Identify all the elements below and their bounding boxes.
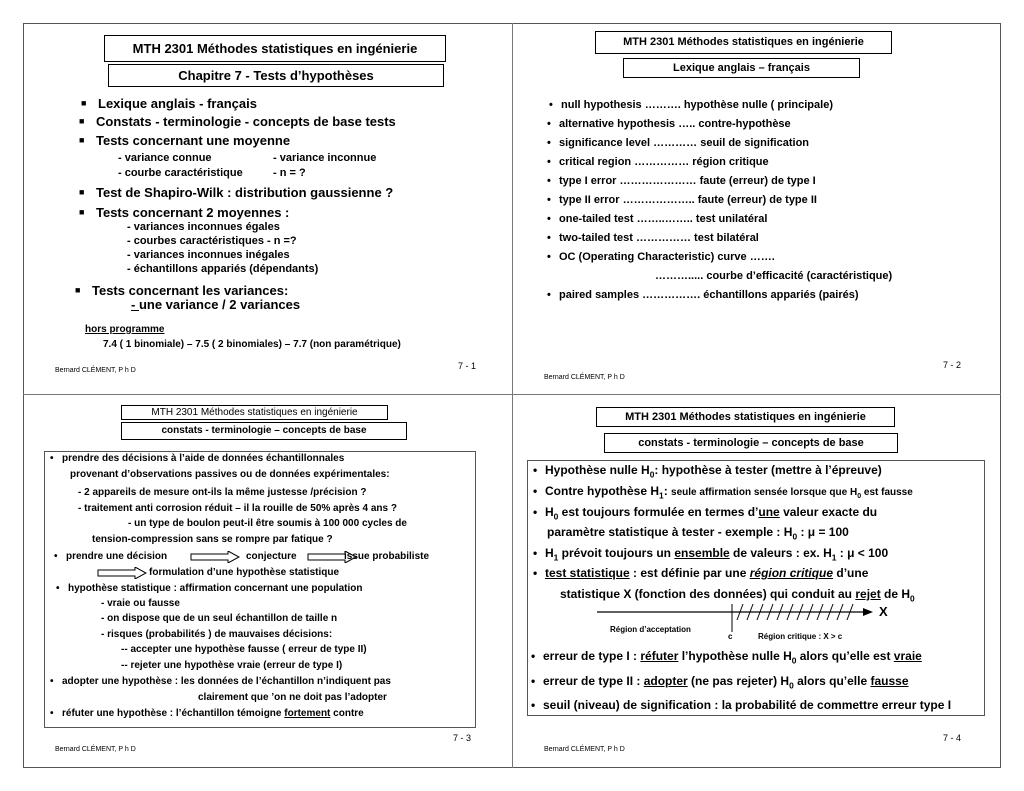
text: : hypothèse à tester (mettre à l’épreuve) bbox=[654, 463, 882, 477]
slide4-line-7 bbox=[560, 587, 915, 603]
slide3-line: - traitement anti corrosion réduit – il la rouille de 50% après 4 ans ? bbox=[78, 503, 397, 514]
text: l’hypothèse nulle H bbox=[678, 649, 792, 663]
slide2-item: • null hypothesis ………. hypothèse nulle ( principale) bbox=[561, 99, 833, 111]
arrow-icon bbox=[190, 551, 240, 563]
variances-dash: - bbox=[131, 297, 139, 312]
slide3-refute-end: contre bbox=[333, 708, 364, 719]
slide2-item: • alternative hypothesis ….. contre-hypothèse bbox=[559, 118, 791, 130]
slide3-line: • adopter une hypothèse : les données de l’échantillon n’indiquent pas bbox=[62, 676, 391, 687]
slide2-item: • OC (Operating Characteristic) curve ……. bbox=[559, 251, 775, 263]
slide1-item: ■ Lexique anglais - français bbox=[98, 96, 257, 111]
subscript: 0 bbox=[649, 469, 655, 480]
text: Hypothèse nulle H bbox=[545, 463, 650, 477]
slide4-line-5 bbox=[545, 546, 888, 562]
slide3-author: Bernard CLÉMENT, P h D bbox=[55, 746, 136, 753]
subscript: 1 bbox=[831, 552, 837, 563]
text: Contre hypothèse H bbox=[545, 484, 660, 498]
slide3-line: - on dispose que de un seul échantillon de taille n bbox=[101, 613, 338, 624]
slide3-refute-underlined: fortement bbox=[284, 708, 331, 719]
slide1-item: ■ Tests concernant une moyenne bbox=[96, 133, 290, 148]
slide4-line-3 bbox=[545, 505, 877, 521]
slide1-subitem: - variances inconnues égales bbox=[127, 221, 280, 233]
text: statistique X (fonction des données) qui conduit au bbox=[560, 587, 856, 601]
vertical-divider bbox=[512, 23, 513, 768]
slide3-subtitle: constats - terminologie – concepts de base bbox=[121, 422, 407, 440]
slide3-line bbox=[62, 708, 364, 719]
slide2-page-number: 7 - 2 bbox=[943, 360, 962, 370]
text: : μ = 100 bbox=[797, 525, 849, 539]
subscript: 0 bbox=[789, 680, 794, 691]
text bbox=[671, 487, 913, 498]
arrow-icon bbox=[97, 567, 147, 579]
underlined-text: rejet bbox=[855, 587, 881, 601]
text: : est définie par une bbox=[629, 566, 750, 580]
critical-value-label: c bbox=[728, 632, 733, 641]
slide4-course-title: MTH 2301 Méthodes statistiques en ingénierie bbox=[596, 407, 895, 427]
slide1-page-number: 7 - 1 bbox=[458, 361, 477, 371]
slide1-chapter-title: Chapitre 7 - Tests d’hypothèses bbox=[108, 64, 444, 87]
slide2-item: • type II error ……………….. faute (erreur) de type II bbox=[559, 194, 817, 206]
slide3-line: - un type de boulon peut-il être soumis à 100 000 cycles de bbox=[128, 518, 407, 529]
slide3-line: • prendre des décisions à l’aide de données échantillonnales bbox=[62, 453, 344, 464]
slide3-course-title: MTH 2301 Méthodes statistiques en ingénierie bbox=[121, 405, 388, 420]
slide4-line-6 bbox=[545, 566, 868, 580]
slide2-item: • two-tailed test …………… test bilatéral bbox=[559, 232, 759, 244]
slide2-author: Bernard CLÉMENT, P h D bbox=[544, 374, 625, 381]
slide2-subtitle: Lexique anglais – français bbox=[623, 58, 860, 78]
text: H bbox=[545, 505, 554, 519]
slide3-line: tension-compression sans se rompre par fatique ? bbox=[92, 534, 333, 545]
slide3-line: provenant d’observations passives ou de données expérimentales: bbox=[70, 469, 390, 480]
text: prévoit toujours un bbox=[558, 546, 675, 560]
slide2-item-continuation: ………..... courbe d’efficacité (caractéristique) bbox=[655, 270, 893, 282]
slide3-line: issue probabiliste bbox=[344, 551, 430, 562]
underlined-text: adopter bbox=[643, 674, 688, 688]
slide1-variances-sub bbox=[131, 297, 300, 312]
underlined-text: vraie bbox=[893, 649, 922, 663]
acceptance-region-label: Région d’acceptation bbox=[610, 625, 691, 634]
slide1-subitem: - variance connue bbox=[118, 152, 212, 164]
text: de H bbox=[880, 587, 911, 601]
slide2-course-title: MTH 2301 Méthodes statistiques en ingénierie bbox=[595, 31, 892, 54]
slide4-line-9 bbox=[543, 674, 909, 690]
subscript: 0 bbox=[857, 493, 862, 500]
slide1-course-title: MTH 2301 Méthodes statistiques en ingénierie bbox=[104, 35, 446, 62]
text: alors qu’elle est bbox=[796, 649, 894, 663]
text: H bbox=[545, 546, 554, 560]
slide2-item: • significance level ………… seuil de signification bbox=[559, 137, 809, 149]
slide1-hors-programme: hors programme bbox=[85, 324, 165, 335]
text: erreur de type II : bbox=[543, 674, 644, 688]
slide2-item: • critical region …………… région critique bbox=[559, 156, 769, 168]
slide1-subitem: - variances inconnues inégales bbox=[127, 249, 290, 261]
subscript: 0 bbox=[791, 655, 797, 666]
slide4-line-10: • seuil (niveau) de signification : la probabilité de commettre erreur type I bbox=[543, 698, 951, 712]
slide2-item: • paired samples ……………. échantillons appariés (pairés) bbox=[559, 289, 859, 301]
text: de valeurs : ex. H bbox=[729, 546, 832, 560]
text: d’une bbox=[833, 566, 869, 580]
slide2-item: • one-tailed test ……..…….. test unilatéral bbox=[559, 213, 767, 225]
text: seule affirmation sensée lorsque que H bbox=[671, 487, 858, 498]
text: est toujours formulée en termes d’ bbox=[558, 505, 759, 519]
text: paramètre statistique à tester - exemple : H bbox=[547, 525, 793, 539]
slide4-author: Bernard CLÉMENT, P h D bbox=[544, 746, 625, 753]
subscript: 0 bbox=[792, 531, 798, 542]
slide1-subitem: - courbe caractéristique bbox=[118, 167, 243, 179]
text: : μ < 100 bbox=[836, 546, 889, 560]
slide3-line: - 2 appareils de mesure ont-ils la même justesse /précision ? bbox=[78, 487, 367, 498]
slide4-line-4 bbox=[547, 525, 849, 541]
slide3-line: formulation d’une hypothèse statistique bbox=[149, 567, 340, 578]
slide1-item: ■ Tests concernant les variances: bbox=[92, 283, 288, 298]
slide3-page-number: 7 - 3 bbox=[453, 733, 472, 743]
underlined-text: réfuter bbox=[640, 649, 679, 663]
slide4-line-8 bbox=[543, 649, 922, 665]
slide1-subitem: - variance inconnue bbox=[273, 152, 377, 164]
slide3-line: • prendre une décision bbox=[66, 551, 167, 562]
slide3-line: -- accepter une hypothèse fausse ( erreur de type II) bbox=[121, 644, 367, 655]
text: alors qu’elle bbox=[793, 674, 871, 688]
slide2-item: • type I error ………………… faute (erreur) de type I bbox=[559, 175, 816, 187]
slide4-subtitle: constats - terminologie – concepts de base bbox=[604, 433, 898, 453]
text: est fausse bbox=[861, 487, 913, 498]
text: erreur de type I : bbox=[543, 649, 641, 663]
slide1-item: ■ Test de Shapiro-Wilk : distribution gaussienne ? bbox=[96, 185, 393, 200]
subscript: 1 bbox=[553, 552, 559, 563]
slide3-line: - risques (probabilités ) de mauvaises décisions: bbox=[101, 629, 333, 640]
slide3-line: - vraie ou fausse bbox=[101, 598, 180, 609]
slide1-hors-list: 7.4 ( 1 binomiale) – 7.5 ( 2 binomiales) – 7.7 (non paramétrique) bbox=[103, 339, 401, 350]
slide1-author: Bernard CLÉMENT, P h D bbox=[55, 367, 136, 374]
underlined-text: fausse bbox=[870, 674, 909, 688]
subscript: 1 bbox=[659, 490, 664, 501]
underlined-text: ensemble bbox=[674, 546, 730, 560]
slide1-subitem: - courbes caractéristiques - n =? bbox=[127, 235, 297, 247]
variances-text: une variance / 2 variances bbox=[138, 297, 301, 312]
axis-arrowhead bbox=[863, 608, 873, 616]
text: (ne pas rejeter) H bbox=[687, 674, 790, 688]
slide1-subitem: - n = ? bbox=[273, 167, 306, 179]
slide3-line: clairement que ’on ne doit pas l’adopter bbox=[198, 692, 387, 703]
slide1-subitem: - échantillons appariés (dépendants) bbox=[127, 263, 319, 275]
underlined-text: une bbox=[758, 505, 780, 519]
critical-region-label: Région critique : X > c bbox=[758, 632, 843, 641]
underlined-text: test statistique bbox=[545, 566, 630, 580]
subscript: 0 bbox=[910, 593, 915, 604]
horizontal-divider bbox=[23, 394, 1001, 395]
underlined-italic-text: région critique bbox=[749, 566, 834, 580]
text: valeur exacte du bbox=[779, 505, 878, 519]
slide3-line: -- rejeter une hypothèse vraie (erreur de type I) bbox=[121, 660, 343, 671]
slide3-line: • hypothèse statistique : affirmation concernant une population bbox=[68, 583, 362, 594]
slide3-line: conjecture bbox=[246, 551, 297, 562]
slide4-line-2 bbox=[545, 484, 913, 500]
slide1-item: ■ Tests concernant 2 moyennes : bbox=[96, 205, 289, 220]
slide3-refute-text: réfuter une hypothèse : l’échantillon témoigne bbox=[62, 708, 282, 719]
axis-x-label: X bbox=[879, 604, 888, 619]
subscript: 0 bbox=[553, 511, 559, 522]
slide4-line-1 bbox=[545, 463, 882, 479]
slide1-item: ■ Constats - terminologie - concepts de base tests bbox=[96, 114, 396, 129]
text: : bbox=[663, 484, 668, 498]
slide4-page-number: 7 - 4 bbox=[943, 733, 962, 743]
